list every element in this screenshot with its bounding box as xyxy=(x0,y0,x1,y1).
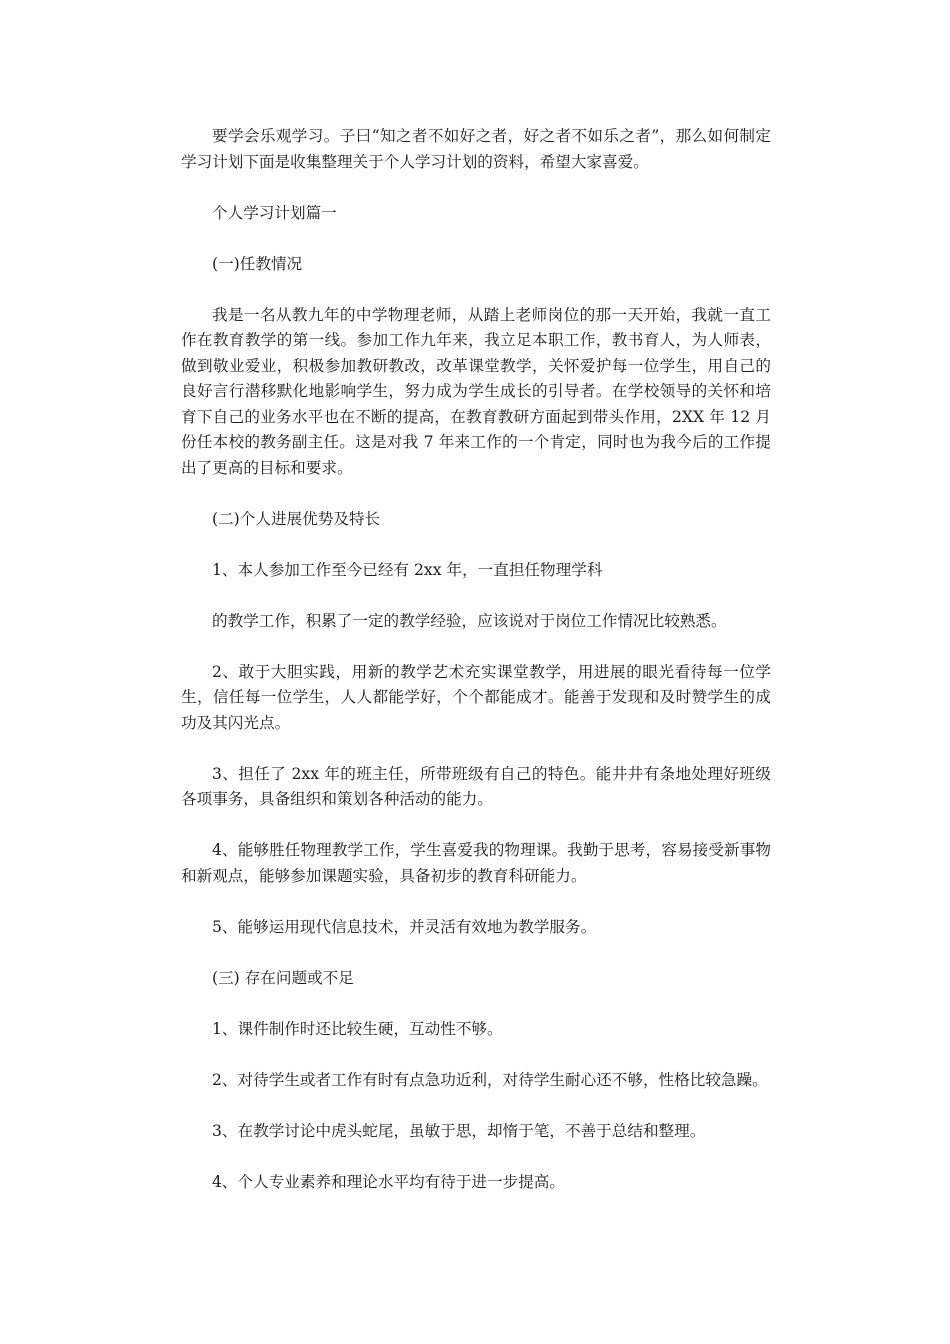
document-page xyxy=(181,124,771,1195)
section-3-item-2-line-2: 急躁。 xyxy=(720,1070,768,1089)
intro-line-2: 何制定学习计划下面是收集整理关于个人学习计划的资料，希望大家喜爱。 xyxy=(181,127,771,171)
section-2-item-2-line-1: 2、敢于大胆实践，用新的教学艺术充实课堂教学，用进展的眼光看待每一 xyxy=(212,662,740,681)
section-1-line-3: 人师表，做到敬业爱业，积极参加教研教改，改革课堂教学，关怀爱护每一位学 xyxy=(181,331,771,375)
section-1-line-2: 直工作在教育教学的第一线。参加工作九年来，我立足本职工作，教书育人，为 xyxy=(181,305,771,349)
section-2-item-2-line-2: 位学生，信任每一位学生，人人都能学好，个个都能成才。能善于发现和及时赞 xyxy=(181,662,771,706)
section-1-line-7: 同时也为我今后的工作提出了更高的目标和要求。 xyxy=(181,433,771,477)
section-3-item-3: 3、在教学讨论中虎头蛇尾，虽敏于思，却惰于笔，不善于总结和整理。 xyxy=(212,1121,706,1140)
section-1-line-6: 头作用，2XX 年 12 月份任本校的教务副主任。这是对我 7 年来工作的一个肯定， xyxy=(181,407,771,451)
section-2-item-4-line-1: 4、能够胜任物理教学工作，学生喜爱我的物理课。我勤于思考，容易接受 xyxy=(212,841,725,859)
section-2-item-2-line-3: 学生的成功及其闪光点。 xyxy=(181,688,771,732)
section-2-item-4 xyxy=(181,838,771,889)
section-3-item-4: 4、个人专业素养和理论水平均有待于进一步提高。 xyxy=(212,1172,565,1191)
section-2-title: (二)个人进展优势及特长 xyxy=(212,509,381,528)
section-2-item-1b: 的教学工作，积累了一定的教学经验，应该说对于岗位工作情况比较熟悉。 xyxy=(212,611,727,630)
section-1-line-4: 生，用自己的良好言行潜移默化地影响学生，努力成为学生成长的引导者。在学 xyxy=(181,356,771,400)
section-2-item-5: 5、能够运用现代信息技术，并灵活有效地为教学服务。 xyxy=(212,917,597,936)
section-2-item-2 xyxy=(181,660,771,737)
section-2-item-3-line-1: 3、担任了 2xx 年的班主任，所带班级有自己的特色。能井井有条地处理好 xyxy=(212,764,740,783)
section-3-item-2 xyxy=(181,1068,771,1094)
intro-line-1: 要学会乐观学习。子曰“知之者不如好之者，好之者不如乐之者”，那么如 xyxy=(212,127,724,145)
section-3-title: (三) 存在问题或不足 xyxy=(212,968,354,987)
section-3-item-1: 1、课件制作时还比较生硬，互动性不够。 xyxy=(212,1019,503,1038)
section-2-item-1a: 1、本人参加工作至今已经有 2xx 年，一直担任物理学科 xyxy=(212,560,603,579)
section-1-title: (一)任教情况 xyxy=(212,254,303,273)
intro-paragraph xyxy=(181,124,771,175)
section-1-line-1: 我是一名从教九年的中学物理老师，从踏上老师岗位的那一天开始，我就一 xyxy=(212,305,740,324)
section-2-item-4-line-2: 新事物和新观点，能够参加课题实验，具备初步的教育科研能力。 xyxy=(181,841,771,885)
heading-plan-one: 个人学习计划篇一 xyxy=(212,203,337,222)
section-1-body xyxy=(181,303,771,482)
section-2-item-3 xyxy=(181,762,771,813)
section-1-line-5: 校领导的关怀和培育下自己的业务水平也在不断的提高，在教育教研方面起到带 xyxy=(181,382,771,426)
section-3-item-2-line-1: 2、对待学生或者工作有时有点急功近利，对待学生耐心还不够，性格比较 xyxy=(212,1070,721,1089)
section-2-item-3-line-2: 班级各项事务，具备组织和策划各种活动的能力。 xyxy=(181,764,771,808)
